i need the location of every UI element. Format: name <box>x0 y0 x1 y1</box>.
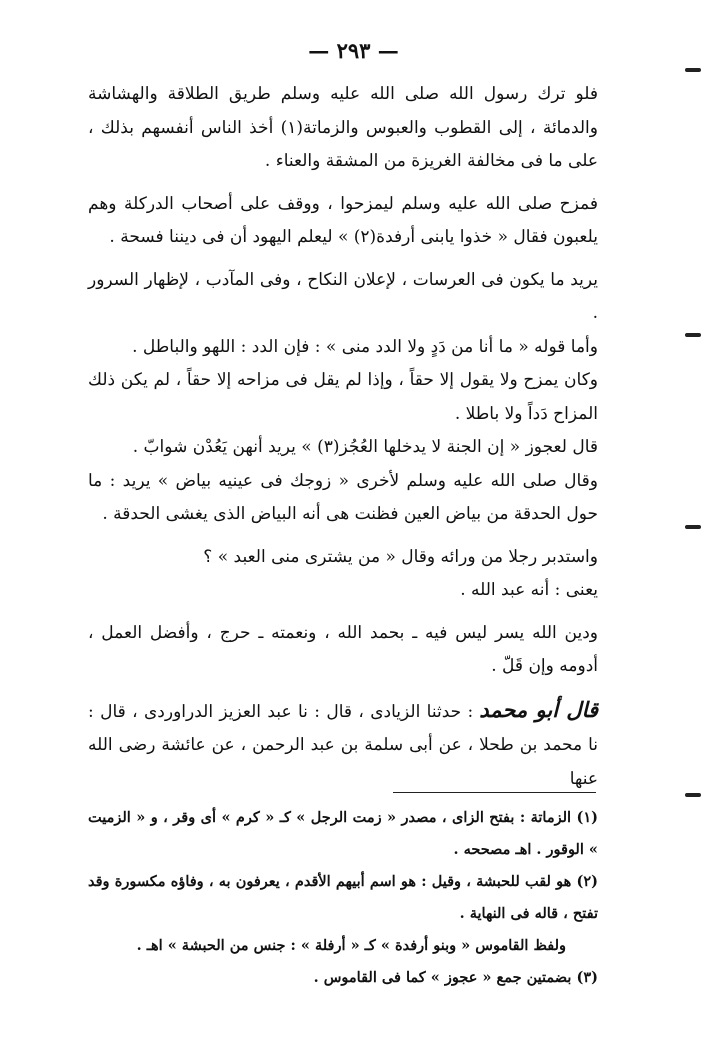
page-edge-mark <box>685 68 701 72</box>
paragraph-5: وكان يمزح ولا يقول إلا حقاً ، وإذا لم يقل فى مزاحه إلا حقاً ، لم يكن ذلك المزاح دَداً ولا باطلا . <box>88 370 598 424</box>
paragraph-4: وأما قوله « ما أنا من دَدٍ ولا الدد منى » : فإن الدد : اللهو والباطل . <box>132 336 598 357</box>
isnad-text: : حدثنا الزيادى ، قال : نا عبد العزيز الدراوردى ، قال : نا محمد بن طحلا ، عن أبى سلمة بن عبد الرحمن ، عن عائشة رضى الله عنها <box>88 701 598 789</box>
page-edge-mark <box>685 333 701 337</box>
paragraph-6: قال لعجوز « إن الجنة لا يدخلها العُجُز(٣) » يريد أنهن يَعُدْن شوابّ . <box>132 437 598 457</box>
paragraph-7: وقال صلى الله عليه وسلم لأخرى « زوجك فى عينيه بياض » يريد : ما حول الحدقة من بياض العين فظنت هى أنه البياض الذى يغشى الحدقة . <box>88 470 598 524</box>
main-text <box>88 78 598 796</box>
footnote-3: (٣) بضمتين جمع « عجوز » كما فى القاموس . <box>313 969 598 986</box>
isnad-paragraph <box>88 693 598 797</box>
paragraph-8: واستدبر رجلا من ورائه وقال « من يشترى منى العبد » ؟ <box>203 546 598 567</box>
paragraph-3: يريد ما يكون فى العرسات ، لإعلان النكاح ، وفى المآدب ، لإظهار السرور . <box>88 269 598 323</box>
footnote-2-continuation: ولفظ القاموس « وبنو أرفدة » كـ « أرفلة » : جنس من الحبشة » اهـ . <box>136 937 566 954</box>
footnotes <box>88 802 598 994</box>
paragraph-2: فمزح صلى الله عليه وسلم ليمزحوا ، ووقف على أصحاب الدركلة وهم يلعبون فقال « خذوا يابنى أرفدة(٢) » ليعلم اليهود أن فى ديننا فسحة . <box>88 193 598 247</box>
footnote-2: (٢) هو لقب للحبشة ، وقيل : هو اسم أبيهم الأقدم ، يعرفون به ، وفاؤه مكسورة وقد تفتح ، قاله فى النهاية . <box>88 873 598 922</box>
paragraph-10: ودين الله يسر ليس فيه ـ بحمد الله ، ونعمته ـ حرج ، وأفضل العمل ، أدومه وإن قَلّ . <box>88 622 598 676</box>
footnote-divider <box>393 792 596 793</box>
page-number: — ٢٩٣ — <box>308 38 399 63</box>
page-edge-mark <box>685 525 701 529</box>
paragraph-9: يعنى : أنه عبد الله . <box>460 580 598 600</box>
footnote-1: (١) الزماتة : بفتح الزاى ، مصدر « زمت الرجل » كـ « كرم » أى وقر ، و « الزميت » الوقور . اهـ مصححه . <box>88 809 598 858</box>
author-heading: قال أبو محمد <box>479 696 598 722</box>
paragraph-1: فلو ترك رسول الله صلى الله عليه وسلم طريق الطلاقة والهشاشة والدمائة ، إلى القطوب والعبوس والزماتة(١) أخذ الناس أنفسهم بذلك ، على ما فى مخالفة الغريزة من المشقة والعناء . <box>88 84 598 171</box>
page-edge-mark <box>685 793 701 797</box>
